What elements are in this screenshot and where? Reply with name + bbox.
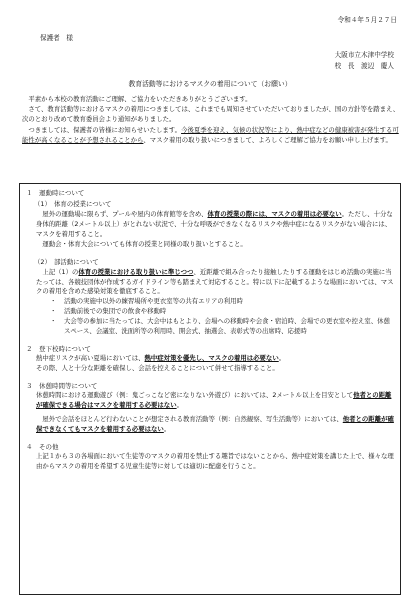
- paragraph: 運動会・体育大会についても体育の授業と同様の取り扱いとすること。: [42, 239, 247, 248]
- document-title: 教育活動等におけるマスクの着用について（お願い）: [128, 80, 292, 88]
- text: 、近距離で組み合ったり接触したりする運動をはじめ活動の実施に当たっては、各競技団体が作成するガイドライン等も踏まえて対応すること。特に以下に記載するような場面においては、マスクの着用を含めた感染対策を徹底すること。: [36, 267, 394, 296]
- text: 屋外の運動場に限らず、プールや屋内の体育館等を含め、: [42, 209, 208, 218]
- text: 熱中症リスクが高い夏場においては、: [36, 354, 145, 363]
- text: 上記（1）の: [42, 267, 79, 276]
- intro-paragraph-3: [22, 126, 400, 146]
- list-item: ・ 活動前後での集団での飲食や移動時: [26, 307, 394, 317]
- text: 休憩時間における運動遊び（例：鬼ごっこなど密になりない外遊び）においては、2メートル以上を目安として: [36, 391, 354, 400]
- intro-paragraph-1: 平素から本校の教育活動にご理解、ご協力をいただきありがとうございます。: [28, 95, 252, 103]
- section-heading-3: ３ 休憩時間等について: [26, 381, 98, 390]
- list-item: ・ 大会等の参加に当たっては、大会中はもとより、会場への移動時や会食・宿泊時、会場での更衣室や控え室、休憩スペース、会議室、洗面所等の利用時、開会式、抽選会、表彰式等の出席時、応援時: [26, 317, 394, 337]
- text: 屋外で会話をほとんど行わないことが想定される教育活動等（例：自然観察、写生活動等）においては、: [42, 414, 343, 423]
- paragraph: その際、人と十分な距離を確保し、会話を控えることについて併せて指導すること。: [36, 364, 279, 373]
- paragraph: [26, 415, 394, 435]
- intro-underlined-text: 今後夏季を迎え、気候の状況等により、熱中症などの健康被害が発生する可能性が高くなることが予想されることから: [22, 125, 399, 144]
- emphasis-text: 体育の授業における取り扱いに準じつつ: [78, 267, 194, 276]
- guidelines-box: [19, 183, 401, 595]
- sender-school: 大阪市立木津中学校: [334, 51, 394, 59]
- paragraph: [26, 354, 394, 364]
- intro-paragraph-2: さて、教育活動等におけるマスクの着用につきましては、これまでも周知させていただいておりましたが、国の方針等を踏まえ、次のとおり改めて教育委員会より通知がありました。: [22, 105, 400, 124]
- text: 。: [176, 400, 183, 409]
- section-heading-2: ２ 登下校時について: [26, 345, 91, 354]
- emphasis-text: 体育の授業の際には、マスクの着用は必要ない: [207, 209, 342, 218]
- intro-section: [22, 95, 400, 146]
- sender-block: [335, 50, 394, 71]
- addressee: 保護者 様: [40, 34, 73, 42]
- intro-text: つきましては、保護者の皆様にお知らせいたします。: [28, 125, 182, 134]
- subsection-heading-1-1: （1） 体育の授業について: [34, 200, 112, 209]
- emphasis-text: 熱中症対策を優先し、マスクの着用は必要ない: [144, 354, 279, 363]
- text: 。: [278, 354, 286, 363]
- subsection-heading-1-2: （2） 部活動について: [34, 257, 99, 266]
- text: 。ただし、十分な身体的距離（2メートル以上）がとれない状況で、十分な呼吸ができなくなるリスクや熱中症になるリスクがない場合には、マスクを着用すること。: [36, 209, 393, 238]
- section-heading-4: ４ その他: [26, 442, 59, 451]
- intro-text: 、マスク着用の取り扱いにつきまして、よろしくご理解ご協力をお願い申し上げます。: [143, 135, 392, 144]
- paragraph: 上記１から３の各場面において生徒等のマスクの着用を禁止する趣旨ではないことから、熱中症対策を講じた上で、様々な理由からマスクの着用を希望する児童生徒等に対しては適切に配慮を行うこと。: [36, 451, 394, 470]
- paragraph: [26, 391, 394, 411]
- section-heading-1: １ 運動時について: [26, 189, 85, 197]
- emphasis-text: 他者との距離が確保できなくてもマスクを着用する必要はない: [36, 414, 394, 433]
- sender-principal: 校 長 渡辺 慶人: [334, 61, 394, 70]
- emphasis-text: 他者との距離が確保できる場合はマスクを着用する必要はない: [36, 391, 392, 409]
- document-date: 令和４年５月２７日: [337, 16, 397, 24]
- list-item: ・ 活動の実施中以外の練習場所や更衣室等の共有エリアの利用時: [26, 297, 394, 307]
- paragraph: [26, 268, 394, 298]
- paragraph: [26, 210, 394, 240]
- text: 。: [163, 424, 171, 433]
